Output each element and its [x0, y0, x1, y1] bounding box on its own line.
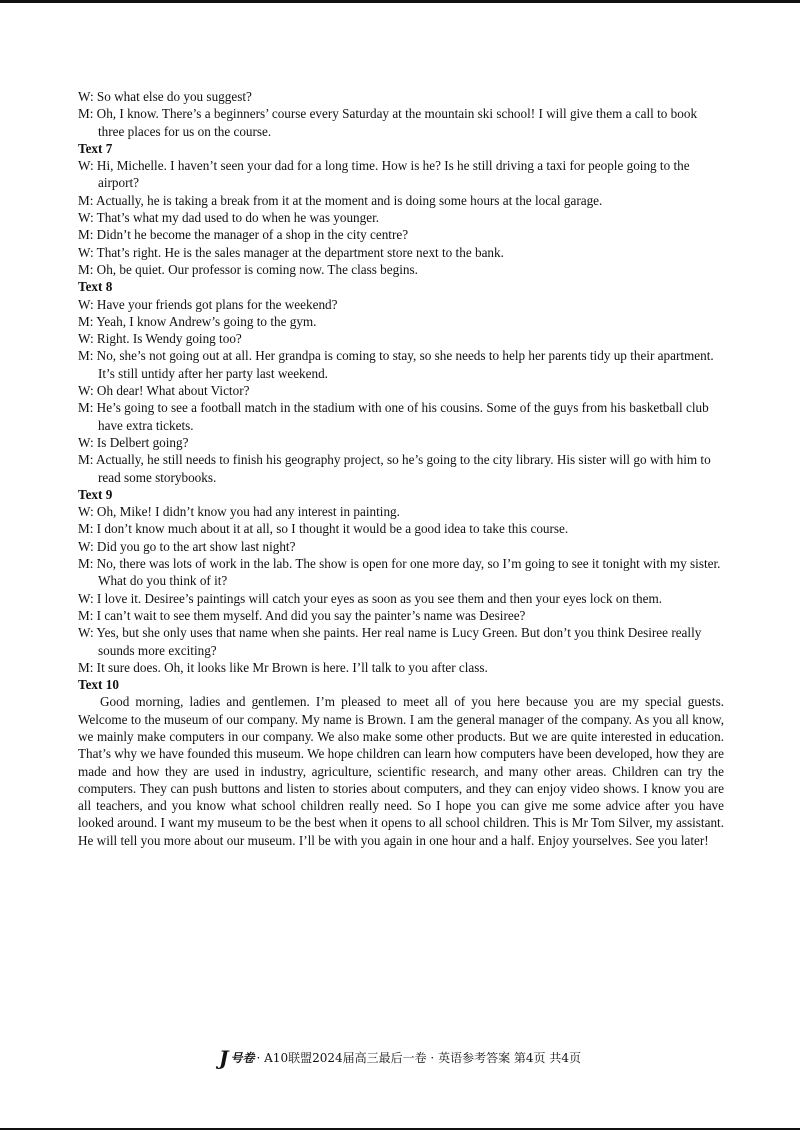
monologue-paragraph: Good morning, ladies and gentlemen. I’m pleased to meet all of you here because you are my special guests. Welcome to the museum of our company. My name is Brown. I am the general manager of the company. As you all know, we mainly make computers in our company. We also make some other products. But we are quite interested in education. That’s why we have founded this museum. We hope children can learn how computers have been developed, how they are made and how they are used in industry, agriculture, scientific research, and many other areas. Children can try the computers. They can push buttons and listen to stories about computers, and they can enjoy video shows. I know you are all teachers, and you know what school children really need. So I hope you can give me some advice after you have looked around. I want my museum to be the best when it opens to all school children. This is Mr Tom Silver, my assistant. He will tell you more about our museum. I’ll be with you again in one hour and a half. Enjoy yourselves. See you later! — [78, 694, 724, 848]
dialogue-line: M: Actually, he still needs to finish his geography project, so he’s going to the city library. His sister will go with him to read some storybooks. — [78, 452, 711, 485]
section-heading: Text 9 — [78, 486, 113, 502]
dialogue-line: W: I love it. Desiree’s paintings will catch your eyes as soon as you see them and then your eyes lock on them. — [78, 590, 663, 606]
dialogue-line: W: So what else do you suggest? — [78, 89, 252, 104]
footer-text: · A10联盟2024届高三最后一卷 · 英语参考答案 第4页 共4页 — [256, 1051, 581, 1065]
dialogue-line: M: No, there was lots of work in the lab. The show is open for one more day, so I’m going to see it tonight with my sister. What do you think of it? — [78, 556, 721, 589]
dialogue-line: W: Did you go to the art show last night? — [78, 538, 296, 554]
section-text-8 — [78, 278, 724, 486]
section-text-9 — [78, 486, 724, 676]
dialogue-line: M: I can’t wait to see them myself. And did you say the painter’s name was Desiree? — [78, 607, 526, 623]
publisher-logo-text: 号卷 — [230, 1051, 255, 1065]
dialogue-line: M: No, she’s not going out at all. Her grandpa is coming to stay, so she needs to help her parents tidy up their apartment. It’s still untidy after her party last weekend. — [78, 348, 714, 381]
dialogue-line: W: Have your friends got plans for the weekend? — [78, 296, 338, 312]
dialogue-line: M: Yeah, I know Andrew’s going to the gym. — [78, 313, 317, 329]
dialogue-line: W: Hi, Michelle. I haven’t seen your dad for a long time. How is he? Is he still driving a taxi for people going to the airport? — [78, 158, 690, 191]
section-text-7 — [78, 140, 724, 278]
section-heading: Text 10 — [78, 677, 119, 693]
dialogue-line: M: Didn’t he become the manager of a shop in the city centre? — [78, 227, 409, 243]
document-body — [78, 88, 724, 849]
publisher-logo: J — [219, 1046, 229, 1070]
top-border — [0, 0, 800, 3]
section-text-10 — [78, 676, 724, 849]
dialogue-line: M: I don’t know much about it at all, so I thought it would be a good idea to take this course. — [78, 521, 569, 537]
dialogue-line: M: He’s going to see a football match in the stadium with one of his cousins. Some of the guys from his basketball club have extra tickets. — [78, 400, 709, 433]
dialogue-line: M: Oh, I know. There’s a beginners’ course every Saturday at the mountain ski school! I will give them a call to book three places for us on the course. — [78, 106, 698, 139]
dialogue-line: M: Actually, he is taking a break from it at the moment and is doing some hours at the local garage. — [78, 192, 603, 208]
dialogue-line: M: Oh, be quiet. Our professor is coming now. The class begins. — [78, 261, 418, 277]
dialogue-line: W: That’s what my dad used to do when he was younger. — [78, 210, 380, 226]
dialogue-line: W: Yes, but she only uses that name when she paints. Her real name is Lucy Green. But don’t you think Desiree really sounds more exciting? — [78, 625, 702, 658]
dialogue-line: W: Is Delbert going? — [78, 434, 189, 450]
dialogue-line: W: Right. Is Wendy going too? — [78, 331, 242, 347]
dialogue-line: M: It sure does. Oh, it looks like Mr Brown is here. I’ll talk to you after class. — [78, 659, 488, 675]
page-footer — [0, 1046, 800, 1070]
dialogue-line: W: Oh dear! What about Victor? — [78, 383, 250, 399]
section-heading: Text 7 — [78, 140, 113, 156]
dialogue-line: W: That’s right. He is the sales manager at the department store next to the bank. — [78, 244, 504, 260]
section-heading: Text 8 — [78, 279, 113, 295]
dialogue-line: W: Oh, Mike! I didn’t know you had any interest in painting. — [78, 504, 400, 520]
